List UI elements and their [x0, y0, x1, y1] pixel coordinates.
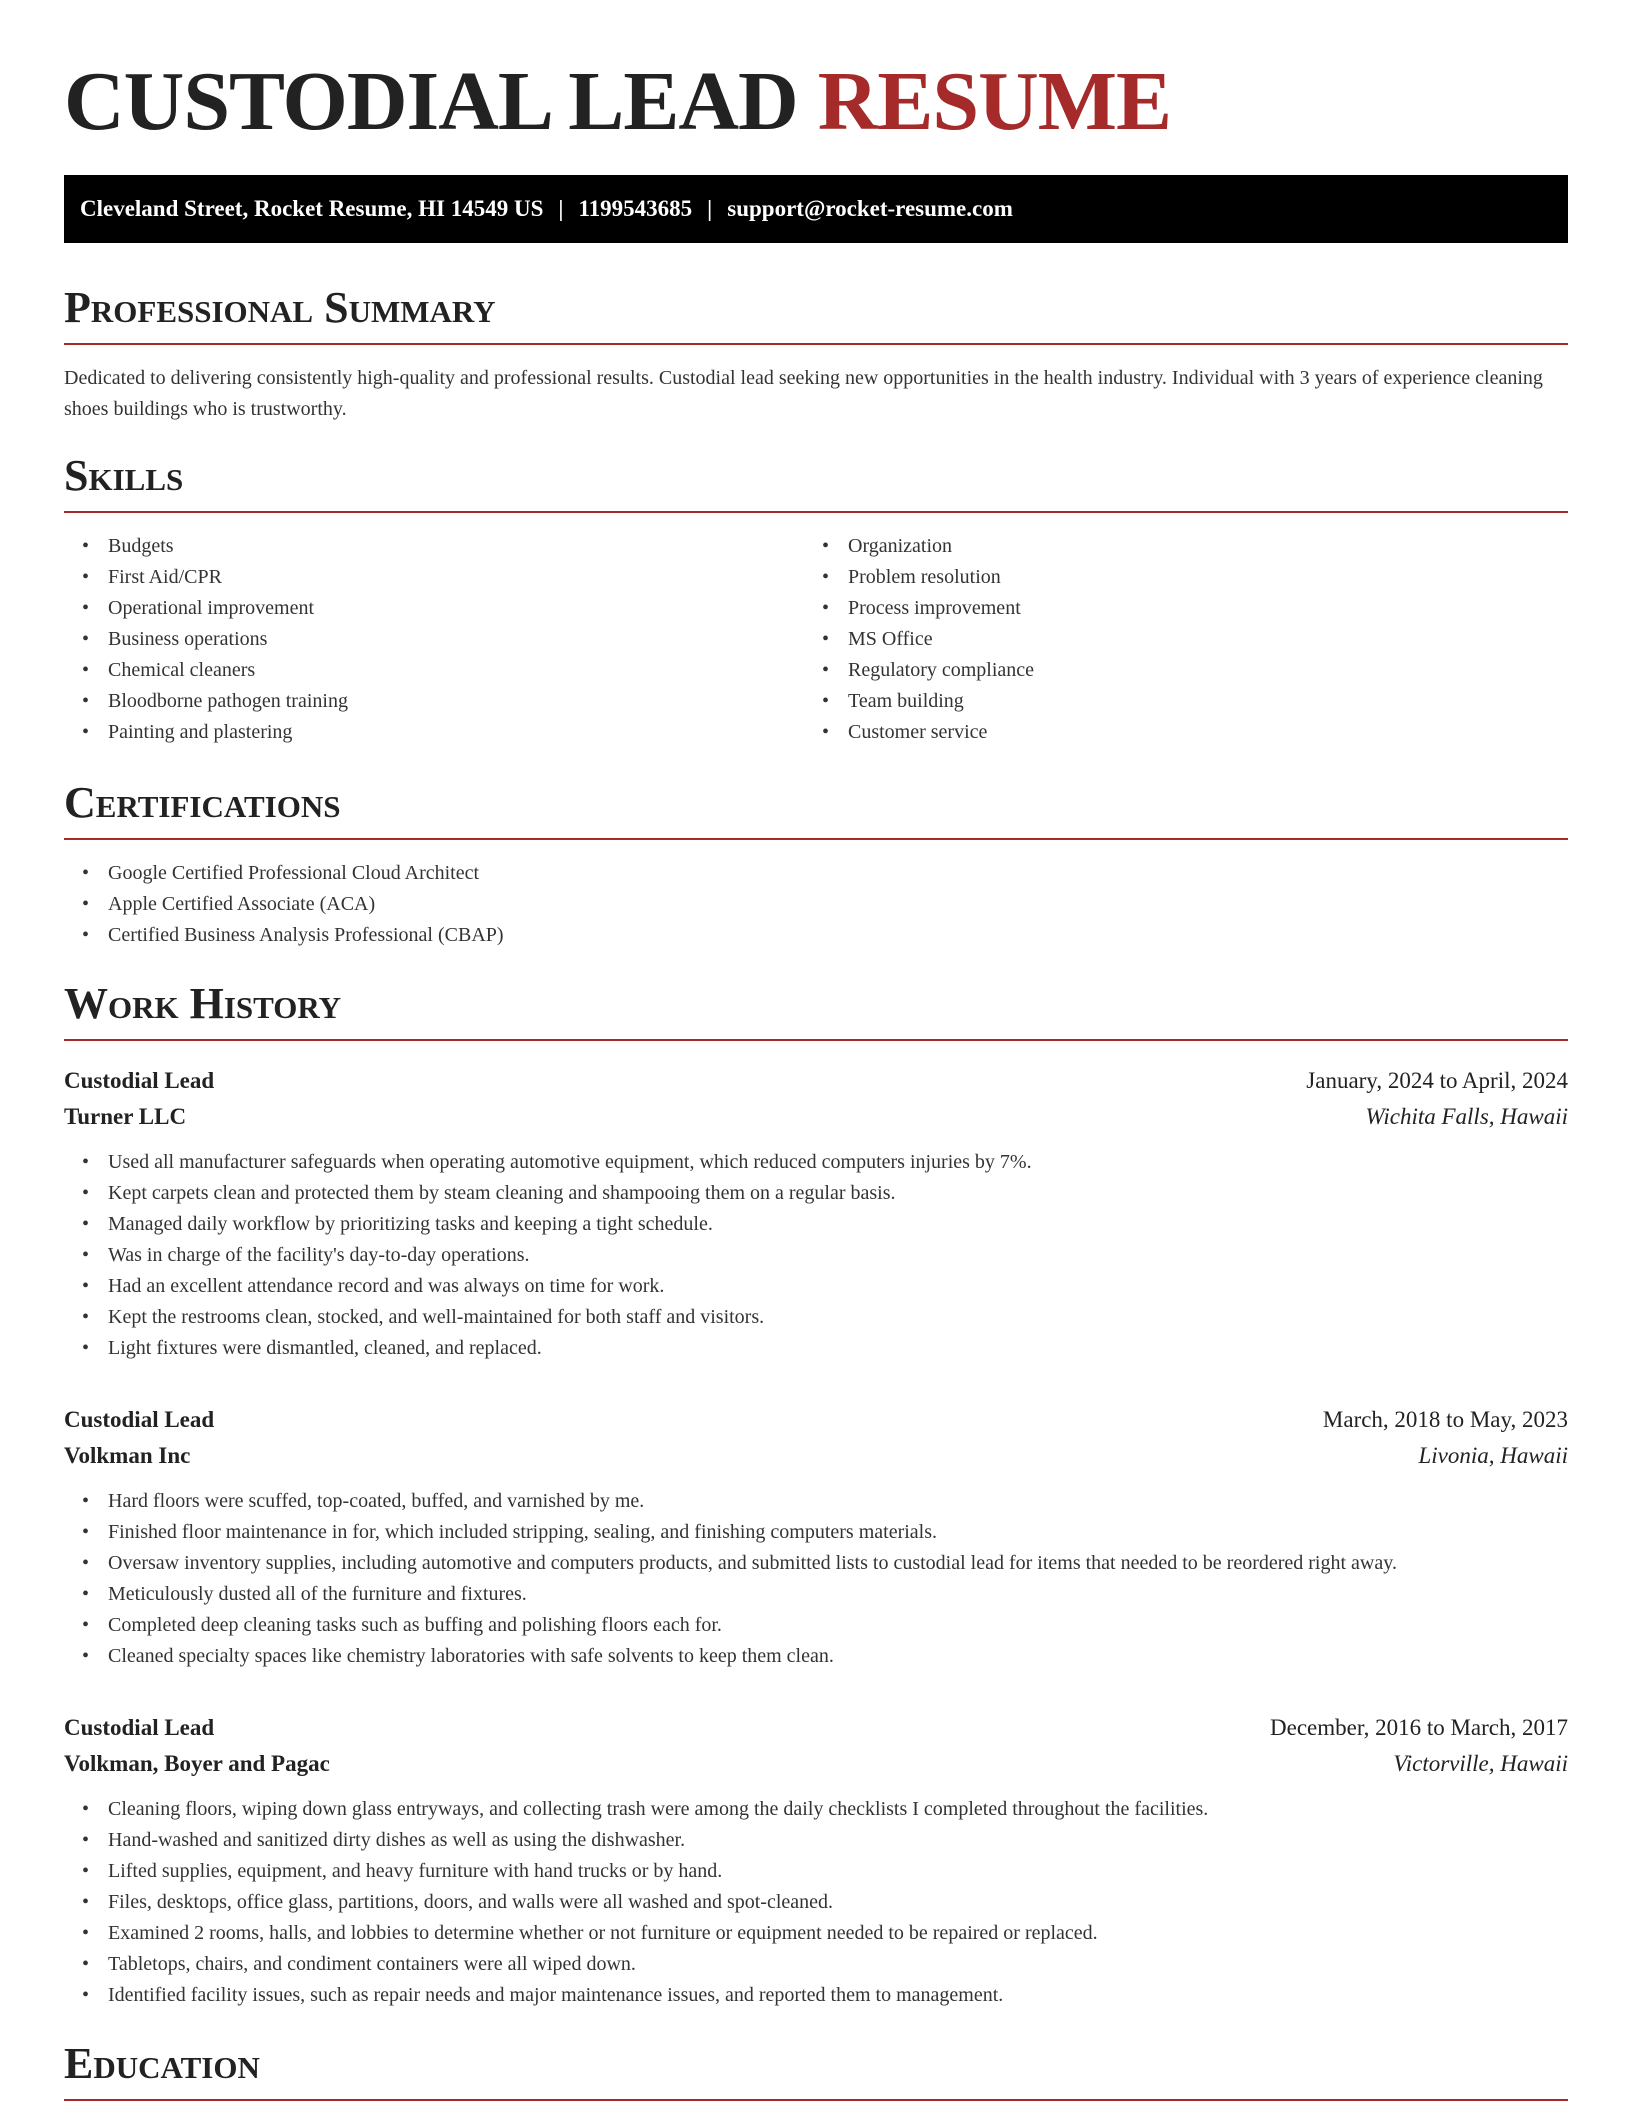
job-duty-item: • Light fixtures were dismantled, cleaned, and replaced. — [108, 1333, 1568, 1364]
job-title-row — [64, 1710, 1568, 1746]
job-duty-item: • Tabletops, chairs, and condiment containers were all wiped down. — [108, 1949, 1568, 1980]
skill-item: • Chemical cleaners — [108, 655, 848, 686]
job-duty-item: • Kept carpets clean and protected them by steam cleaning and shampooing them on a regular basis. — [108, 1178, 1568, 1209]
skills-heading: Skills — [64, 451, 1568, 513]
job-location: Wichita Falls, Hawaii — [1365, 1104, 1568, 1129]
summary-section — [64, 283, 1568, 425]
job-duty-item: • Used all manufacturer safeguards when operating automotive equipment, which reduced computers injuries by 7%. — [108, 1147, 1568, 1178]
skills-list-left — [64, 531, 848, 748]
job-duty-item: • Was in charge of the facility's day-to-day operations. — [108, 1240, 1568, 1271]
skill-item: • Painting and plastering — [108, 717, 848, 748]
job-duty-item: • Managed daily workflow by prioritizing tasks and keeping a tight schedule. — [108, 1209, 1568, 1240]
job-title: Custodial Lead — [64, 1715, 215, 1740]
skill-item: • Bloodborne pathogen training — [108, 686, 848, 717]
title-main: CUSTODIAL LEAD — [64, 55, 798, 148]
skill-item: • First Aid/CPR — [108, 562, 848, 593]
job-title-row — [64, 1063, 1568, 1099]
contact-separator: | — [707, 196, 713, 221]
job-duty-item: • Cleaning floors, wiping down glass entryways, and collecting trash were among the daily checklists I completed throughout the facilities. — [108, 1794, 1568, 1825]
skill-item: • MS Office — [848, 624, 1588, 655]
job-duty-item: • Examined 2 rooms, halls, and lobbies to determine whether or not furniture or equipment needed to be repaired or replaced. — [108, 1918, 1568, 1949]
skill-item: • Problem resolution — [848, 562, 1588, 593]
job-company-row — [64, 1099, 1568, 1135]
job-duty-item: • Hard floors were scuffed, top-coated, buffed, and varnished by me. — [108, 1486, 1568, 1517]
job-duty-item: • Hand-washed and sanitized dirty dishes as well as using the dishwasher. — [108, 1825, 1568, 1856]
job-duty-item: • Finished floor maintenance in for, which included stripping, sealing, and finishing computers materials. — [108, 1517, 1568, 1548]
certifications-heading: Certifications — [64, 778, 1568, 840]
certification-item: • Google Certified Professional Cloud Architect — [108, 858, 1568, 889]
job-company: Volkman, Boyer and Pagac — [64, 1751, 330, 1776]
skill-item: • Operational improvement — [108, 593, 848, 624]
summary-text: Dedicated to delivering consistently high-quality and professional results. Custodial lead seeking new opportunities in the health industry. Individual with 3 years of experience cleaning shoes buildings who is trustworthy. — [64, 367, 1543, 420]
job-duty-item: • Meticulously dusted all of the furniture and fixtures. — [108, 1579, 1568, 1610]
job-location: Livonia, Hawaii — [1418, 1443, 1568, 1468]
title-accent: RESUME — [817, 55, 1172, 148]
skill-item: • Customer service — [848, 717, 1588, 748]
job-title: Custodial Lead — [64, 1068, 215, 1093]
skill-item: • Business operations — [108, 624, 848, 655]
job-duty-item: • Kept the restrooms clean, stocked, and well-maintained for both staff and visitors. — [108, 1302, 1568, 1333]
skill-item: • Organization — [848, 531, 1588, 562]
job-duty-item: • Oversaw inventory supplies, including automotive and computers products, and submitted lists to custodial lead for items that needed to be reordered right away. — [108, 1548, 1568, 1579]
job-duty-item: • Lifted supplies, equipment, and heavy furniture with hand trucks or by hand. — [108, 1856, 1568, 1887]
job-duty-item: • Completed deep cleaning tasks such as buffing and polishing floors each for. — [108, 1610, 1568, 1641]
skill-item: • Team building — [848, 686, 1588, 717]
job-duties-list — [64, 1794, 1568, 2011]
job-company-row — [64, 1746, 1568, 1782]
job-duty-item: • Had an excellent attendance record and was always on time for work. — [108, 1271, 1568, 1302]
job-duties-list — [64, 1147, 1568, 1364]
contact-separator: | — [558, 196, 564, 221]
skill-item: • Process improvement — [848, 593, 1588, 624]
contact-phone: 1199543685 — [578, 196, 693, 221]
job-company: Turner LLC — [64, 1104, 187, 1129]
skill-item: • Budgets — [108, 531, 848, 562]
skill-item: • Regulatory compliance — [848, 655, 1588, 686]
certification-item: • Certified Business Analysis Professional (CBAP) — [108, 920, 1568, 951]
job-duty-item: • Files, desktops, office glass, partitions, doors, and walls were all washed and spot-cleaned. — [108, 1887, 1568, 1918]
certification-item: • Apple Certified Associate (ACA) — [108, 889, 1568, 920]
contact-address: Cleveland Street, Rocket Resume, HI 14549 US — [80, 196, 544, 221]
job-duty-item: • Cleaned specialty spaces like chemistry laboratories with safe solvents to keep them clean. — [108, 1641, 1568, 1672]
education-heading: Education — [64, 2039, 1568, 2101]
job-title-row — [64, 1402, 1568, 1438]
job-location: Victorville, Hawaii — [1393, 1751, 1568, 1776]
job-dates: January, 2024 to April, 2024 — [1306, 1068, 1568, 1093]
job-company: Volkman Inc — [64, 1443, 191, 1468]
education-section — [64, 2039, 1568, 2101]
work-history-heading: Work History — [64, 979, 1568, 1041]
job-entry — [64, 1710, 1568, 2011]
certifications-section — [64, 778, 1568, 951]
skills-columns — [64, 513, 1568, 748]
job-dates: December, 2016 to March, 2017 — [1270, 1715, 1568, 1740]
work-history-section — [64, 979, 1568, 2011]
job-entry — [64, 1063, 1568, 1364]
contact-bar — [64, 175, 1568, 243]
contact-email: support@rocket-resume.com — [727, 196, 1013, 221]
skills-list-right — [848, 531, 1588, 748]
job-dates: March, 2018 to May, 2023 — [1322, 1407, 1568, 1432]
job-company-row — [64, 1438, 1568, 1474]
skills-section — [64, 451, 1568, 748]
job-entry — [64, 1402, 1568, 1672]
job-duty-item: • Identified facility issues, such as repair needs and major maintenance issues, and reported them to management. — [108, 1980, 1568, 2011]
summary-heading: Professional Summary — [64, 283, 1568, 345]
resume-title — [64, 55, 1568, 148]
certifications-list — [64, 858, 1568, 951]
job-duties-list — [64, 1486, 1568, 1672]
job-title: Custodial Lead — [64, 1407, 215, 1432]
